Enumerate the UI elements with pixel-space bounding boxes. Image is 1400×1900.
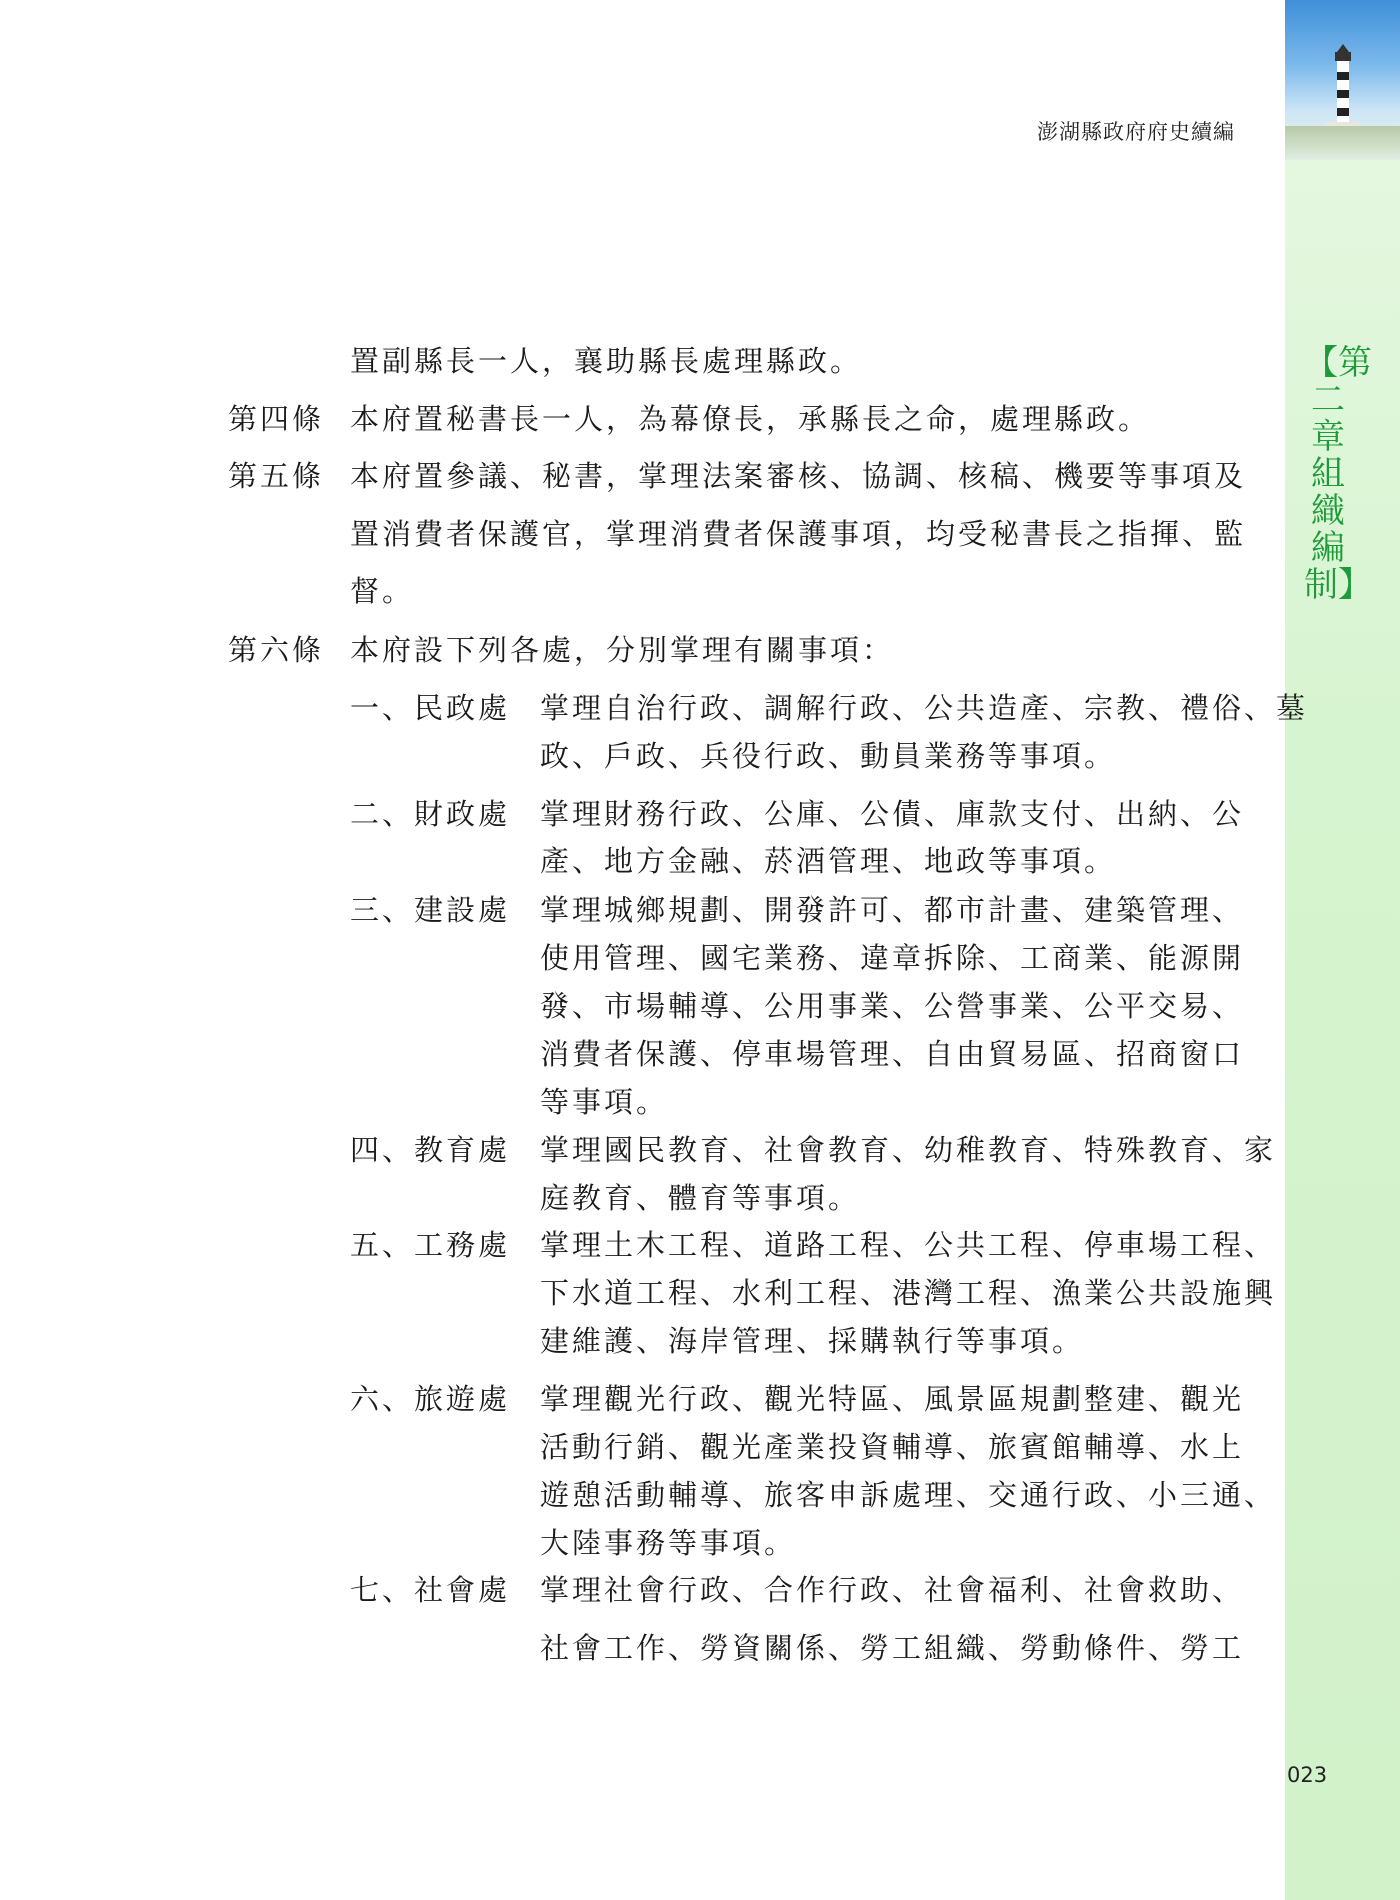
ground-strip <box>1285 126 1400 160</box>
office-duty-line: 掌理財務行政、公庫、公債、庫款支付、出納、公 <box>540 797 1245 831</box>
article-line: 督。 <box>350 574 415 608</box>
office-duty-line: 大陸事務等事項。 <box>540 1526 797 1560</box>
office-name: 二、財政處 <box>350 797 511 831</box>
office-duty-line: 遊憩活動輔導、旅客申訴處理、交通行政、小三通、 <box>540 1478 1277 1512</box>
page-number: 023 <box>1287 1763 1328 1787</box>
office-duty-line: 等事項。 <box>540 1085 669 1119</box>
article-line: 置消費者保護官，掌理消費者保護事項，均受秘書長之指揮、監 <box>350 517 1247 551</box>
office-duty-line: 活動行銷、觀光產業投資輔導、旅賓館輔導、水上 <box>540 1430 1245 1464</box>
article-line: 本府置秘書長一人，為幕僚長，承縣長之命，處理縣政。 <box>350 402 1151 436</box>
article-label: 第六條 <box>228 633 325 667</box>
office-duty-line: 使用管理、國宅業務、違章拆除、工商業、能源開 <box>540 941 1245 975</box>
office-duty-line: 消費者保護、停車場管理、自由貿易區、招商窗口 <box>540 1037 1245 1071</box>
office-duty-line: 掌理觀光行政、觀光特區、風景區規劃整建、觀光 <box>540 1382 1245 1416</box>
office-name: 一、民政處 <box>350 691 511 725</box>
article-label: 第五條 <box>228 459 325 493</box>
article3-continuation: 置副縣長一人，襄助縣長處理縣政。 <box>350 344 863 378</box>
chapter-sidebar <box>1285 0 1400 1900</box>
office-duty-line: 掌理社會行政、合作行政、社會福利、社會救助、 <box>540 1573 1245 1607</box>
chapter-tab: 【第二章 組織編制】 <box>1304 343 1372 605</box>
office-name: 六、旅遊處 <box>350 1382 511 1416</box>
office-duty-line: 產、地方金融、菸酒管理、地政等事項。 <box>540 844 1117 878</box>
article-line: 本府設下列各處，分別掌理有關事項： <box>350 633 895 667</box>
office-duty-line: 政、戶政、兵役行政、動員業務等事項。 <box>540 739 1117 773</box>
office-name: 四、教育處 <box>350 1133 511 1167</box>
office-name: 七、社會處 <box>350 1573 511 1607</box>
article-label: 第四條 <box>228 402 325 436</box>
office-duty-line: 下水道工程、水利工程、港灣工程、漁業公共設施興 <box>540 1276 1277 1310</box>
office-duty-line: 建維護、海岸管理、採購執行等事項。 <box>540 1324 1085 1358</box>
running-header: 澎湖縣政府府史續編 <box>1037 120 1235 144</box>
office-name: 三、建設處 <box>350 893 511 927</box>
office-duty-line: 發、市場輔導、公用事業、公營事業、公平交易、 <box>540 989 1245 1023</box>
office-duty-line: 社會工作、勞資關係、勞工組織、勞動條件、勞工 <box>540 1631 1245 1665</box>
office-duty-line: 掌理城鄉規劃、開發許可、都市計畫、建築管理、 <box>540 893 1245 927</box>
office-duty-line: 庭教育、體育等事項。 <box>540 1181 861 1215</box>
office-duty-line: 掌理土木工程、道路工程、公共工程、停車場工程、 <box>540 1228 1277 1262</box>
office-duty-line: 掌理自治行政、調解行政、公共造產、宗教、禮俗、墓 <box>540 691 1309 725</box>
office-duty-line: 掌理國民教育、社會教育、幼稚教育、特殊教育、家 <box>540 1133 1277 1167</box>
lighthouse-photo <box>1285 0 1400 160</box>
article-line: 本府置參議、秘書，掌理法案審核、協調、核稿、機要等事項及 <box>350 459 1247 493</box>
office-name: 五、工務處 <box>350 1228 511 1262</box>
